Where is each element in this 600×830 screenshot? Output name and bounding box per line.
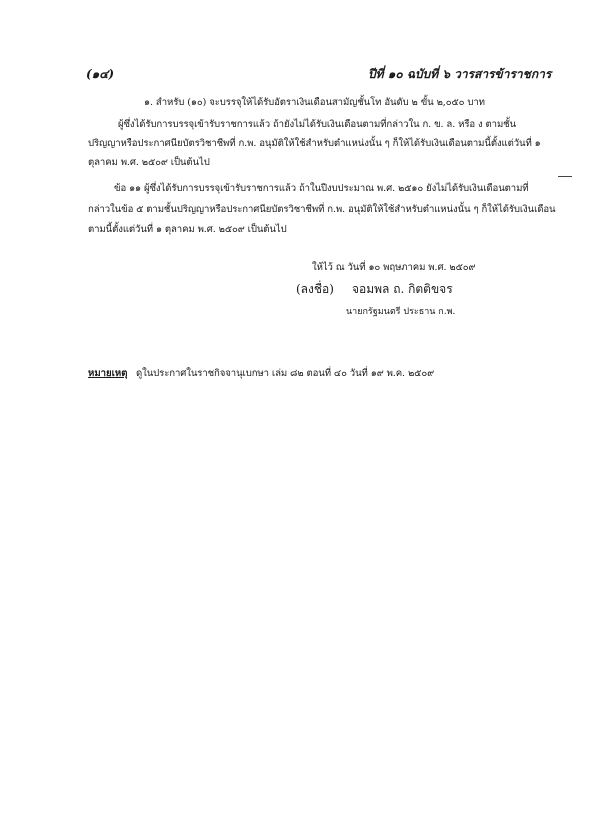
note-text: ดูในประกาศในราชกิจจานุเบกษา เล่ม ๘๒ ตอนที่ ๔๐ วันที่ ๑๙ พ.ค. ๒๕๐๙ — [136, 368, 435, 379]
date-line: ให้ไว้ ณ วันที่ ๑๐ พฤษภาคม พ.ศ. ๒๕๐๙ — [312, 262, 476, 273]
page-number: (๑๔) — [86, 67, 115, 81]
paragraph-3-line-3: ตามนี้ตั้งแต่วันที่ ๑ ตุลาคม พ.ศ. ๒๕๐๙ เป็นต้นไป — [88, 224, 287, 235]
signer-name: จอมพล ถ. กิตติขจร — [352, 282, 453, 296]
paragraph-3-line-1: ข้อ ๑๑ ผู้ซึ่งได้รับการบรรจุเข้ารับราชการแล้ว ถ้าในปีงบประมาณ พ.ศ. ๒๕๑๐ ยังไม่ได้รับเงินเดือนตามที่ — [114, 183, 529, 194]
signed-marker: (ลงชื่อ) — [296, 282, 334, 296]
note-label: หมายเหตุ — [88, 368, 128, 379]
signer-title: นายกรัฐมนตรี ประธาน ก.พ. — [346, 307, 456, 317]
paragraph-1-line-1: ๑. สำหรับ (๑๐) จะบรรจุให้ได้รับอัตราเงินเดือนสามัญชั้นโท อันดับ ๒ ขั้น ๒,๐๕๐ บาท — [144, 97, 485, 108]
stray-mark — [558, 176, 572, 177]
paragraph-2-line-2: ปริญญาหรือประกาศนียบัตรวิชาชีพที่ ก.พ. อนุมัติให้ใช้สำหรับตำแหน่งนั้น ๆ ก็ให้ได้รับเงินเดือนตามนี้ตั้งแต่วันที่ ๑ — [88, 138, 541, 149]
paragraph-3-line-2: กล่าวในข้อ ๕ ตามชั้นปริญญาหรือประกาศนียบัตรวิชาชีพที่ ก.พ. อนุมัติให้ใช้สำหรับตำแหน่งนั้น ๆ ก็ให้ได้รับเงินเดือน — [88, 204, 556, 215]
paragraph-2-line-1: ผู้ซึ่งได้รับการบรรจุเข้ารับราชการแล้ว ถ้ายังไม่ได้รับเงินเดือนตามที่กล่าวใน ก. ข. ล. หรือ ง ตามชั้น — [118, 119, 517, 130]
paragraph-2-line-3: ตุลาคม พ.ศ. ๒๕๐๙ เป็นต้นไป — [88, 157, 210, 168]
journal-header: ปีที่ ๑๐ ฉบับที่ ๖ วารสารข้าราชการ — [368, 67, 552, 81]
